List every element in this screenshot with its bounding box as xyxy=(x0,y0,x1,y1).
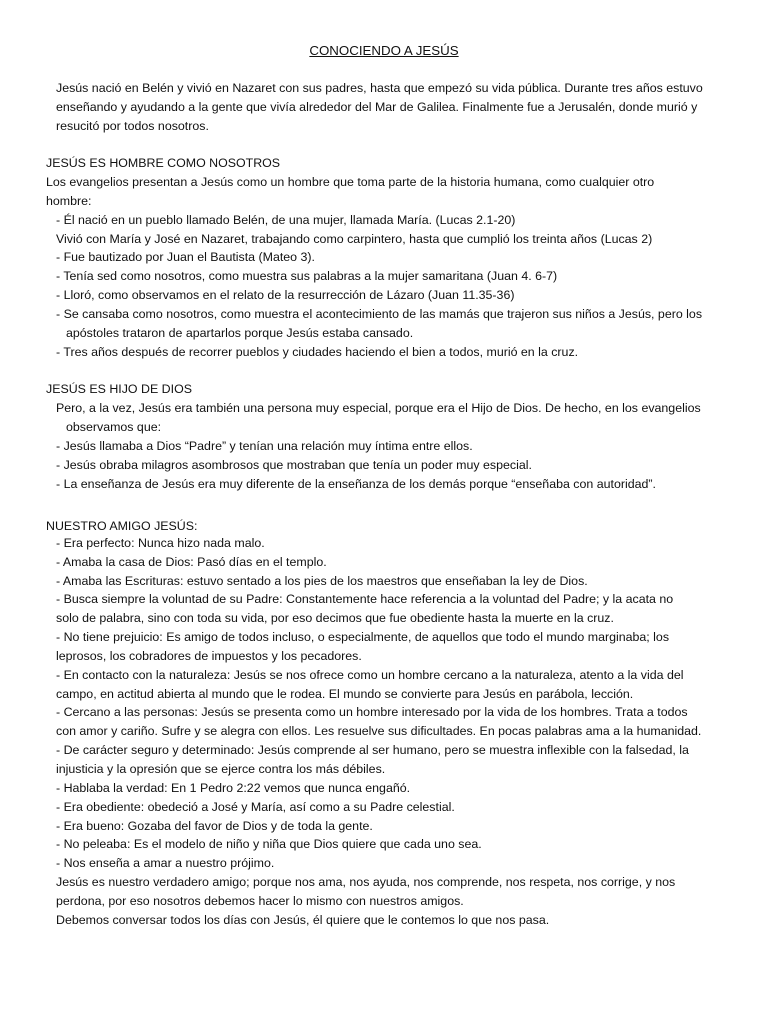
section3-line: - Amaba las Escrituras: estuvo sentado a los pies de los maestros que enseñaban la ley de Dios. xyxy=(56,574,588,588)
section2-line: - Jesús llamaba a Dios “Padre” y tenían una relación muy íntima entre ellos. xyxy=(56,439,473,453)
section3-line: perdona, por eso nosotros debemos hacer lo mismo con nuestros amigos. xyxy=(56,894,464,908)
section1-line: hombre: xyxy=(46,194,92,208)
intro-line: Jesús nació en Belén y vivió en Nazaret con sus padres, hasta que empezó su vida pública. Durante tres años estuvo xyxy=(56,81,703,95)
section-heading-hijo: JESÚS ES HIJO DE DIOS xyxy=(46,382,192,396)
section2-line: Pero, a la vez, Jesús era también una persona muy especial, porque era el Hijo de Dios. De hecho, en los evangelios xyxy=(56,401,701,415)
section3-line: Debemos conversar todos los días con Jesús, él quiere que le contemos lo que nos pasa. xyxy=(56,913,550,927)
section-heading-hombre: JESÚS ES HOMBRE COMO NOSOTROS xyxy=(46,156,281,170)
section3-line: - Cercano a las personas: Jesús se presenta como un hombre interesado por la vida de los hombres. Trata a todos xyxy=(56,705,688,719)
section1-line: - Tenía sed como nosotros, como muestra sus palabras a la mujer samaritana (Juan 4. 6-7) xyxy=(56,269,558,283)
section3-line: leprosos, los cobradores de impuestos y los pecadores. xyxy=(56,649,362,663)
section3-line: - En contacto con la naturaleza: Jesús se nos ofrece como un hombre cercano a la naturaleza, atento a la vida del xyxy=(56,668,684,682)
section3-line: - De carácter seguro y determinado: Jesús comprende al ser humano, pero se muestra inflexible con la falsedad, la xyxy=(56,743,689,757)
document-title: CONOCIENDO A JESÚS xyxy=(309,43,459,58)
section1-line: - Él nació en un pueblo llamado Belén, de una mujer, llamada María. (Lucas 2.1-20) xyxy=(56,213,516,227)
section1-line: Vivió con María y José en Nazaret, trabajando como carpintero, hasta que cumplió los treinta años (Lucas 2) xyxy=(56,232,653,246)
section3-line: - No tiene prejuicio: Es amigo de todos incluso, o especialmente, de aquellos que todo el mundo marginaba; los xyxy=(56,630,670,644)
section3-line: - Amaba la casa de Dios: Pasó días en el templo. xyxy=(56,555,327,569)
section3-line: - Nos enseña a amar a nuestro prójimo. xyxy=(56,856,275,870)
section3-line: - Era bueno: Gozaba del favor de Dios y de toda la gente. xyxy=(56,819,373,833)
section2-line: observamos que: xyxy=(66,420,162,434)
intro-line: resucitó por todos nosotros. xyxy=(56,119,209,133)
section3-line: - Era perfecto: Nunca hizo nada malo. xyxy=(56,536,265,550)
section3-line: injusticia y la opresión que se ejerce contra los más débiles. xyxy=(56,762,386,776)
section1-line: - Fue bautizado por Juan el Bautista (Mateo 3). xyxy=(56,250,315,264)
section3-line: solo de palabra, sino con toda su vida, por eso decimos que fue obediente hasta la muerte en la cruz. xyxy=(56,611,614,625)
section1-line: - Tres años después de recorrer pueblos y ciudades haciendo el bien a todos, murió en la cruz. xyxy=(56,345,579,359)
section3-line: - No peleaba: Es el modelo de niño y niña que Dios quiere que cada uno sea. xyxy=(56,837,482,851)
section1-line: - Se cansaba como nosotros, como muestra el acontecimiento de las mamás que trajeron sus niños a Jesús, pero los xyxy=(56,307,703,321)
section2-line: - La enseñanza de Jesús era muy diferente de la enseñanza de los demás porque “enseñaba con autoridad”. xyxy=(56,477,656,491)
intro-line: enseñando y ayudando a la gente que vivía alrededor del Mar de Galilea. Finalmente fue a Jerusalén, donde murió y xyxy=(56,100,698,114)
section3-line: campo, en actitud abierta al mundo que le rodea. El mundo se convierte para Jesús en parábola, lección. xyxy=(56,687,634,701)
section3-line: - Hablaba la verdad: En 1 Pedro 2:22 vemos que nunca engañó. xyxy=(56,781,411,795)
section-heading-amigo: NUESTRO AMIGO JESÚS: xyxy=(46,519,198,533)
section2-line: - Jesús obraba milagros asombrosos que mostraban que tenía un poder muy especial. xyxy=(56,458,532,472)
section1-line: Los evangelios presentan a Jesús como un hombre que toma parte de la historia humana, como cualquier otro xyxy=(46,175,655,189)
section3-line: Jesús es nuestro verdadero amigo; porque nos ama, nos ayuda, nos comprende, nos respeta, nos corrige, y nos xyxy=(56,875,676,889)
section3-line: - Era obediente: obedeció a José y María, así como a su Padre celestial. xyxy=(56,800,455,814)
section3-line: - Busca siempre la voluntad de su Padre: Constantemente hace referencia a la voluntad del Padre; y la acata no xyxy=(56,592,674,606)
section3-line: con amor y cariño. Sufre y se alegra con ellos. Les resuelve sus dificultades. En pocas palabras ama a la humanidad. xyxy=(56,724,702,738)
section1-line: - Lloró, como observamos en el relato de la resurrección de Lázaro (Juan 11.35-36) xyxy=(56,288,515,302)
section1-line: apóstoles trataron de apartarlos porque Jesús estaba cansado. xyxy=(66,326,414,340)
